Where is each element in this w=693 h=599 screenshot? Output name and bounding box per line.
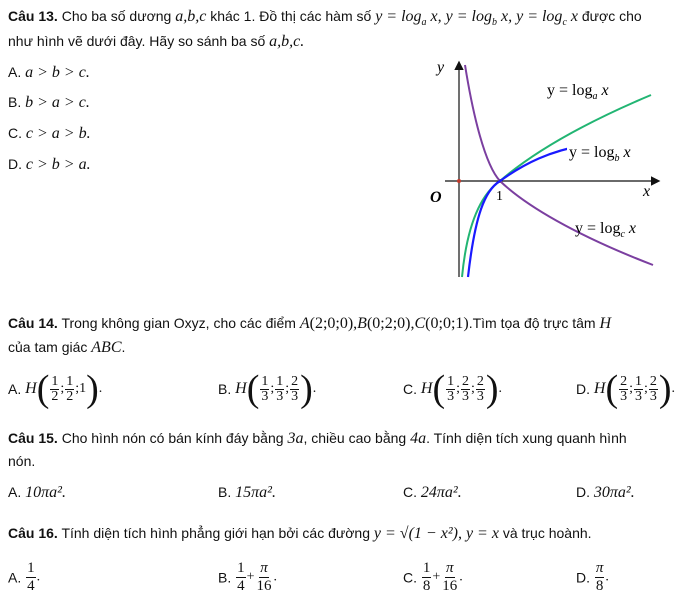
q13-text1: Cho ba số dương: [61, 8, 172, 24]
q15-option-c[interactable]: C. 24πa².: [403, 484, 462, 501]
q13-funcs: $y = \log_a x$, $y = \log_b x$, $y = \log_c x$: [375, 8, 578, 29]
label-log-b: $y = \log_b x$: [569, 144, 631, 164]
y-axis-label: y: [437, 59, 445, 76]
q13-option-d[interactable]: D. c > b > a.: [8, 156, 91, 173]
q14-points: A(2;0;0),B(0;2;0),C(0;0;1): [299, 315, 469, 332]
q14-option-b[interactable]: B. H( $\frac{1}{3}$ ; $\frac{1}{3}$ ; $\frac{2}{3}$ ).: [218, 368, 317, 410]
q16-option-c[interactable]: C. $\frac{1}{8}$ + $\frac{\pi}{16}$ .: [403, 560, 463, 594]
label-log-a: $y = \log_a x$: [547, 82, 609, 102]
x-axis-label: x: [643, 183, 651, 200]
q15-line2: nón.: [8, 453, 36, 469]
q16-curves: y = √(1 − x²), y = x: [373, 525, 499, 542]
q13-option-a[interactable]: A. a > b > c.: [8, 64, 90, 81]
q13-option-c[interactable]: C. c > a > b.: [8, 125, 91, 142]
q13-line1: [8, 8, 642, 28]
curve-log-b: [468, 145, 585, 277]
q14-line1: Câu 14. Trong không gian Oxyz, cho các điểm A(2;0;0),B(0;2;0),C(0;0;1).Tìm tọa độ trực tâm H: [8, 315, 612, 332]
curve-log-a: [462, 95, 651, 277]
q13-text2: khác 1. Đồ thị các hàm số: [210, 8, 372, 24]
q13-option-b[interactable]: B. b > a > c.: [8, 94, 90, 111]
log-graph: [415, 55, 675, 280]
q14-option-c[interactable]: C. H( $\frac{1}{3}$ ; $\frac{2}{3}$ ; $\frac{2}{3}$ ).: [403, 368, 503, 410]
origin-point: [457, 179, 461, 183]
q16-option-a[interactable]: A. $\frac{1}{4}$ .: [8, 560, 41, 594]
q14-line2: của tam giác ABC.: [8, 339, 126, 356]
q14-option-a[interactable]: A. H( $\frac{1}{2}$ ; $\frac{1}{2}$ ;1).: [8, 368, 103, 410]
q13-text3: được cho: [581, 8, 642, 24]
q15-option-a[interactable]: A. 10πa².: [8, 484, 66, 501]
q16-line1: Câu 16. Tính diện tích hình phẳng giới hạn bởi các đường y = √(1 − x²), y = x và trục hoành.: [8, 525, 592, 542]
q16-option-b[interactable]: B. $\frac{1}{4}$ + $\frac{\pi}{16}$ .: [218, 560, 278, 594]
q15-option-d[interactable]: D. 30πa².: [576, 484, 635, 501]
label-log-c: $y = \log_c x$: [575, 220, 637, 240]
q16-option-d[interactable]: D. $\frac{\pi}{8}$ .: [576, 560, 609, 594]
q14-option-d[interactable]: D. H( $\frac{2}{3}$ ; $\frac{1}{3}$ ; $\frac{2}{3}$ ).: [576, 368, 676, 410]
q13-line2: như hình vẽ dưới đây. Hãy so sánh ba số a,b,c.: [8, 33, 305, 50]
q15-option-b[interactable]: B. 15πa².: [218, 484, 276, 501]
q13-label: Câu 13.: [8, 8, 58, 24]
q15-line1: Câu 15. Cho hình nón có bán kính đáy bằng 3a, chiều cao bằng 4a. Tính diện tích xung quanh hình: [8, 430, 627, 447]
one-label: 1: [496, 189, 503, 204]
origin-label: O: [430, 189, 442, 206]
q13-vars: a,b,c: [175, 8, 207, 25]
